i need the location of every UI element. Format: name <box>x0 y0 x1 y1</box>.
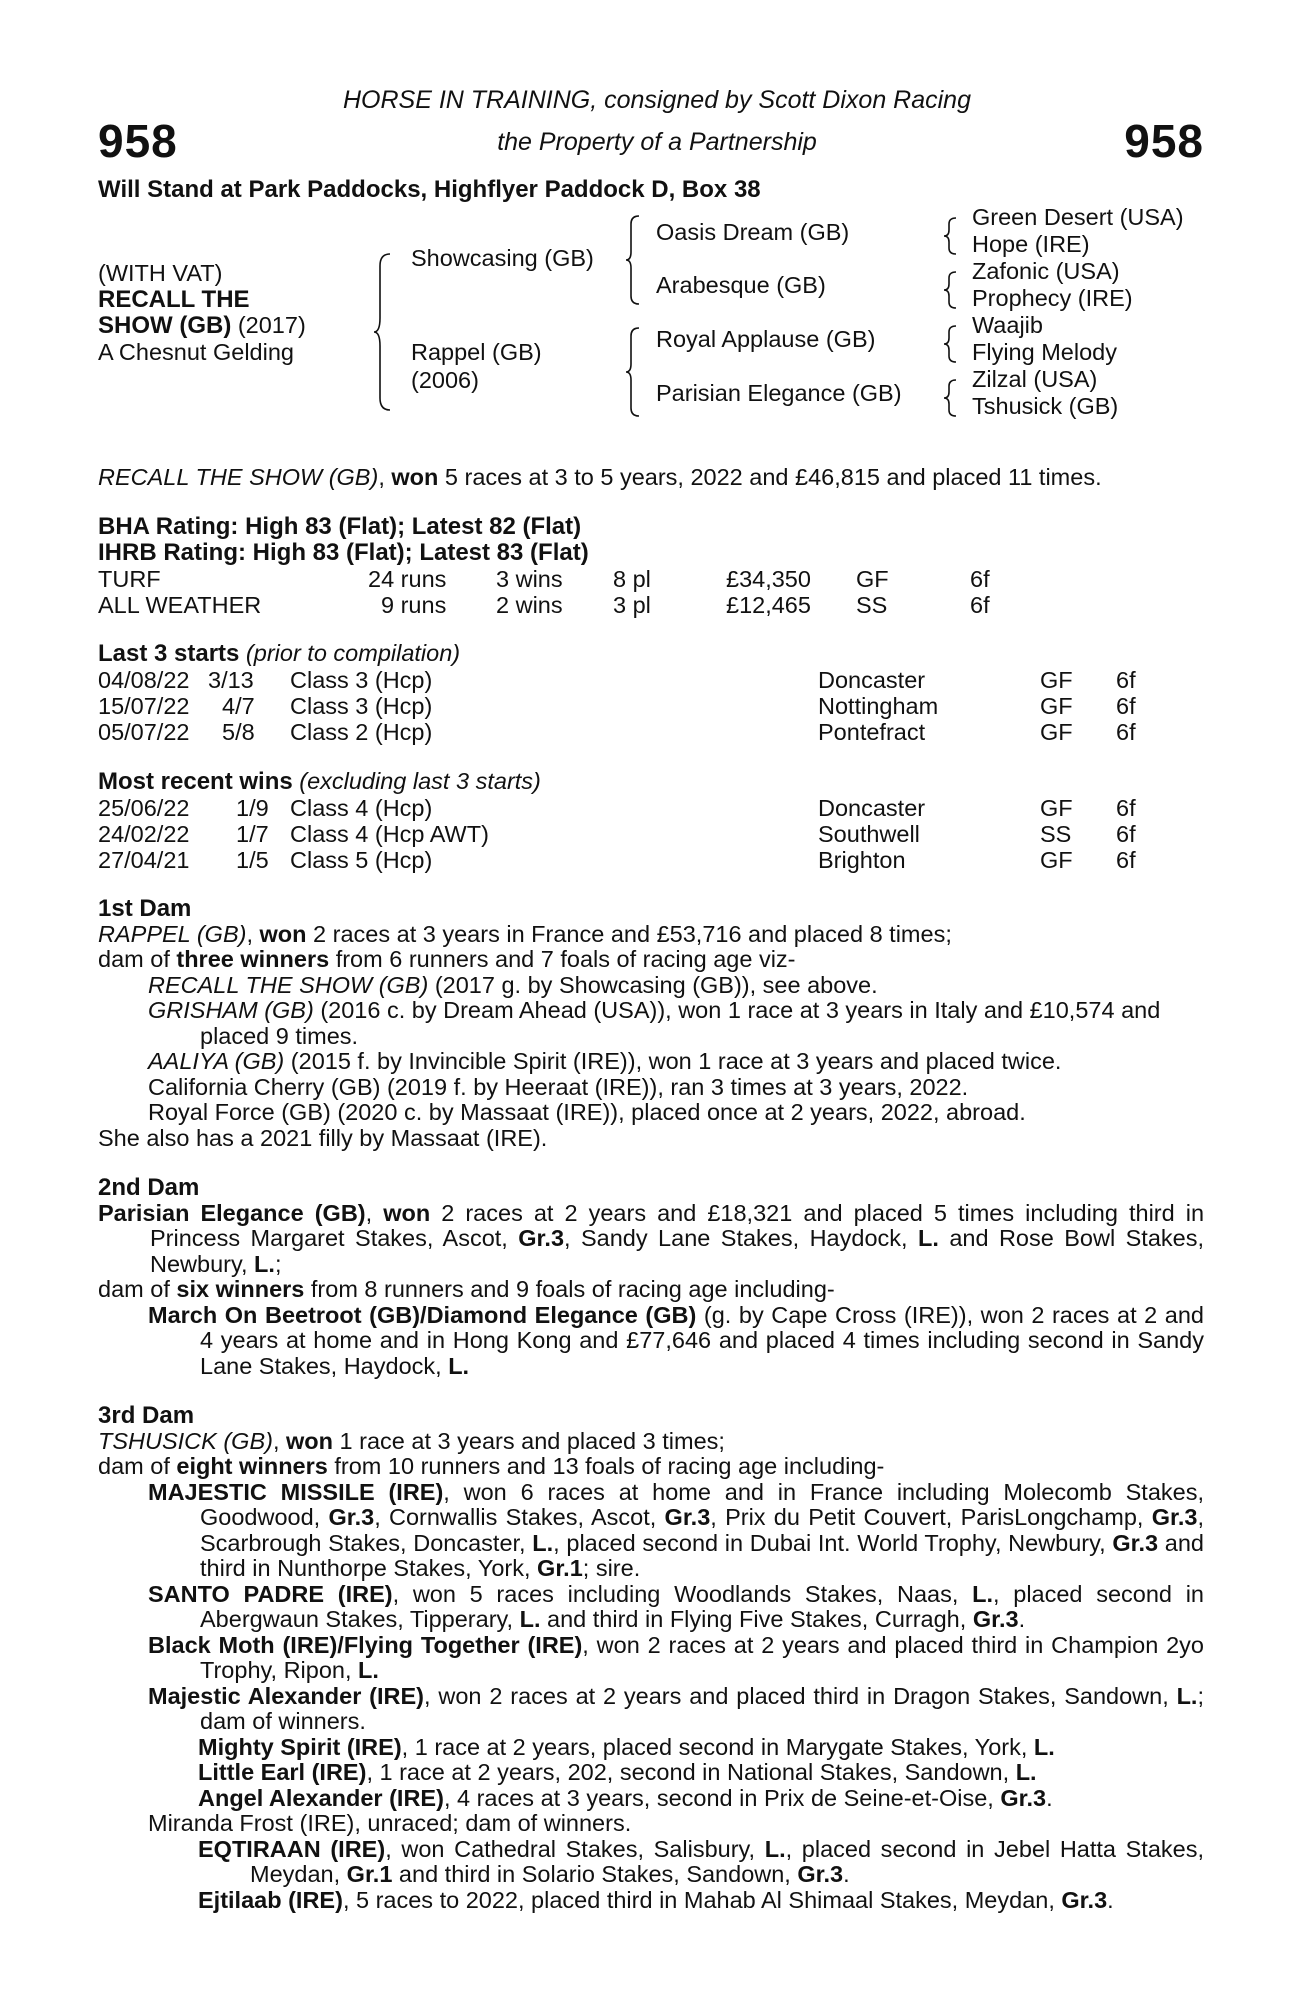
start-distance: 6f <box>1116 693 1136 719</box>
progeny-entry <box>98 1480 1204 1582</box>
summary-horse-name: RECALL THE SHOW (GB) <box>98 464 379 490</box>
text: , 1 race at 2 years, 202, second in National Stakes, Sandown, <box>366 1759 1016 1785</box>
start-distance: 6f <box>1116 667 1136 693</box>
text: from 8 runners and 9 foals of racing age including- <box>304 1276 835 1302</box>
progeny-entry <box>98 1684 1204 1735</box>
win-date: 24/02/22 <box>98 821 190 847</box>
progeny-entry: California Cherry (GB) (2019 f. by Heeraat (IRE)), ran 3 times at 3 years, 2022. <box>148 1073 969 1100</box>
first-dam-record: 2 races at 3 years in France and £53,716 and placed 8 times; <box>306 920 952 947</box>
win-date: 25/06/22 <box>98 795 190 821</box>
progeny-name: MAJESTIC MISSILE (IRE) <box>148 1478 444 1505</box>
win-distance: 6f <box>1116 847 1136 873</box>
stand-location: Will Stand at Park Paddocks, Highflyer Paddock D, Box 38 <box>98 176 761 203</box>
progeny-name: Angel Alexander (IRE) <box>198 1784 444 1811</box>
pedigree-g4: Prophecy (IRE) <box>972 285 1133 311</box>
third-dam-winners: eight winners <box>176 1453 328 1479</box>
win-class: Class 5 (Hcp) <box>290 847 433 873</box>
win-course: Brighton <box>818 847 906 873</box>
progeny-record: (2015 f. by Invincible Spirit (IRE)), won 1 race at 3 years and placed twice. <box>284 1048 1062 1074</box>
text: . <box>1107 1886 1114 1913</box>
third-dam-title: 3rd Dam <box>98 1402 195 1429</box>
text: , won 5 races including Woodlands Stakes, Naas, <box>392 1580 973 1607</box>
text: ; <box>274 1250 282 1277</box>
pedigree-dam-year: (2006) <box>411 367 479 393</box>
summary-won: won <box>391 464 439 490</box>
grade-label: Gr.1 <box>537 1555 583 1581</box>
pedigree-g6: Flying Melody <box>972 339 1117 365</box>
rating-row-allweather <box>98 592 1208 617</box>
horse-name-line1: RECALL THE <box>98 286 250 313</box>
progeny-name: AALIYA (GB) <box>148 1048 285 1074</box>
rating-places: 8 pl <box>613 566 651 592</box>
rating-surface: TURF <box>98 566 161 592</box>
recent-win-row <box>98 795 1208 820</box>
lot-number-right: 958 <box>1124 115 1204 167</box>
win-position: 1/9 <box>236 795 269 821</box>
text: , placed second in Dubai Int. World Trophy, Newbury, <box>553 1529 1113 1556</box>
text: ; sire. <box>582 1555 641 1581</box>
start-position: 4/7 <box>222 693 255 719</box>
rating-surface: ALL WEATHER <box>98 592 262 618</box>
recent-win-row <box>98 821 1208 846</box>
pedigree-brace-g2 <box>944 270 958 310</box>
listed-label: L. <box>764 1835 786 1862</box>
text: , won 6 races at home and in France including Molecomb Stakes, Goodwood, <box>200 1478 1204 1530</box>
listed-label: L. <box>358 1657 379 1683</box>
second-dam-line1: Parisian Elegance (GB), won 2 races at 2 years and £18,321 and placed 5 times including third in Princess Margaret Stakes, Ascot, Gr.3, Sandy Lane Stakes, Haydock, L. and Rose Bowl Stakes, Newbury, L.; <box>98 1199 1205 1277</box>
pedigree-g2: Hope (IRE) <box>972 231 1090 257</box>
second-dam-section <box>98 1175 1204 1379</box>
lot-number-left: 958 <box>98 115 178 167</box>
progeny-entry <box>98 998 1204 1049</box>
start-going: GF <box>1040 693 1073 719</box>
progeny-entry <box>98 973 1204 999</box>
recent-wins-title: Most recent wins <box>98 768 293 795</box>
text: , won 2 races at 2 years and placed third in Dragon Stakes, Sandown, <box>424 1682 1177 1709</box>
last3-title: Last 3 starts <box>98 640 240 667</box>
first-dam-won: won <box>259 920 307 947</box>
pedigree-dam-dam: Parisian Elegance (GB) <box>656 380 902 406</box>
text: and third in Solario Stakes, Sandown, <box>392 1861 798 1887</box>
recent-win-row <box>98 847 1208 872</box>
third-dam-won: won <box>286 1427 334 1454</box>
rating-going: GF <box>856 566 889 592</box>
pedigree-brace-main <box>374 252 394 412</box>
win-class: Class 4 (Hcp) <box>290 795 433 821</box>
separator: , <box>246 920 260 947</box>
pedigree-g8: Tshusick (GB) <box>972 393 1119 419</box>
progeny-name: Ejtilaab (IRE) <box>198 1886 343 1913</box>
first-dam-section <box>98 896 1204 1151</box>
progeny-entry <box>98 1837 1204 1888</box>
progeny-record: (g. by Cape Cross (IRE)), won 2 races at 2 and 4 years at home and in Hong Kong and £77,646 and placed 4 times including second in Sandy Lane Stakes, Haydock, <box>200 1301 1204 1379</box>
text: , won 2 races at 2 years and placed third in Champion 2yo Trophy, Ripon, <box>200 1631 1205 1683</box>
second-dam-won: won <box>383 1199 431 1226</box>
start-date: 15/07/22 <box>98 693 190 719</box>
pedigree-brace-dam <box>626 326 642 418</box>
text: , 4 races at 3 years, second in Prix de Seine-et-Oise, <box>443 1784 1001 1811</box>
text: , placed second in Jebel Hatta Stakes, Meydan, <box>250 1835 1204 1887</box>
race-summary: RECALL THE SHOW (GB), won 5 races at 3 to 5 years, 2022 and £46,815 and placed 11 times. <box>98 464 1102 490</box>
horse-year: (2017) <box>231 312 306 338</box>
grade-label: Gr.3 <box>1112 1529 1159 1556</box>
progeny-name: EQTIRAAN (IRE) <box>198 1835 386 1862</box>
text: , 5 races to 2022, placed third in Mahab Al Shimaal Stakes, Meydan, <box>342 1886 1062 1913</box>
last3-heading <box>98 641 460 667</box>
progeny-name: RECALL THE SHOW (GB) <box>148 971 429 998</box>
win-going: GF <box>1040 795 1073 821</box>
progeny-entry <box>98 1582 1204 1633</box>
text: , won Cathedral Stakes, Salisbury, <box>385 1835 765 1862</box>
progeny-name: March On Beetroot (GB)/Diamond Elegance (GB) <box>148 1301 697 1328</box>
pedigree-sire-dam: Arabesque (GB) <box>656 272 826 298</box>
text: , Sandy Lane Stakes, Haydock, <box>564 1225 918 1251</box>
pedigree-brace-sire <box>626 214 642 306</box>
pedigree-g7: Zilzal (USA) <box>972 366 1098 392</box>
listed-label: L. <box>448 1352 470 1379</box>
progeny-entry <box>98 1888 1204 1914</box>
first-dam-line2 <box>98 947 1204 973</box>
pedigree-g1: Green Desert (USA) <box>972 204 1184 230</box>
text: 2 races at 2 years and £18,321 and placed 5 times including third in Princess Margaret Stakes, Ascot, <box>150 1199 1205 1251</box>
recent-wins-note: (excluding last 3 starts) <box>292 768 541 794</box>
ihrb-rating: IHRB Rating: High 83 (Flat); Latest 83 (Flat) <box>98 539 589 566</box>
progeny-name: Little Earl (IRE) <box>198 1759 367 1785</box>
progeny-name: SANTO PADRE (IRE) <box>148 1580 393 1607</box>
win-date: 27/04/21 <box>98 847 190 873</box>
pedigree-g3: Zafonic (USA) <box>972 258 1120 284</box>
start-going: GF <box>1040 719 1073 745</box>
listed-label: L. <box>1015 1759 1037 1785</box>
grade-label: Gr.3 <box>797 1861 844 1887</box>
first-dam-line1 <box>98 922 1204 948</box>
vat-label: (WITH VAT) <box>98 260 223 286</box>
rating-row-turf <box>98 566 1208 591</box>
first-dam-winners: three winners <box>176 946 330 972</box>
rating-prize: £34,350 <box>726 566 811 592</box>
listed-label: L. <box>1176 1682 1198 1709</box>
horse-name-line2-bold: SHOW (GB) <box>98 312 232 339</box>
rating-wins: 3 wins <box>496 566 563 592</box>
start-date: 04/08/22 <box>98 667 190 693</box>
grade-label: Gr.3 <box>972 1606 1019 1632</box>
pedigree-brace-g1 <box>944 216 958 256</box>
second-dam-line2 <box>98 1277 1204 1303</box>
progeny-entry <box>98 1303 1204 1380</box>
summary-rest: 5 races at 3 to 5 years, 2022 and £46,815 and placed 11 times. <box>438 464 1102 490</box>
start-course: Nottingham <box>818 693 939 719</box>
second-dam-title: 2nd Dam <box>98 1174 200 1201</box>
text: , placed second in Abergwaun Stakes, Tipperary, <box>200 1580 1204 1632</box>
text: and Rose Bowl Stakes, Newbury, <box>150 1225 1205 1277</box>
third-dam-name: TSHUSICK (GB) <box>98 1427 273 1454</box>
property-line: the Property of a Partnership <box>497 128 817 156</box>
grade-label: Gr.3 <box>664 1504 711 1530</box>
third-dam-section <box>98 1403 1204 1913</box>
dam-of-label: dam of <box>98 1453 177 1479</box>
progeny-entry <box>98 1760 1204 1786</box>
recent-wins-heading <box>98 769 541 795</box>
dam-of-label: dam of <box>98 946 177 972</box>
start-date: 05/07/22 <box>98 719 190 745</box>
progeny-entry: Miranda Frost (IRE), unraced; dam of winners. <box>148 1810 632 1836</box>
text: . <box>843 1861 850 1887</box>
second-dam-name: Parisian Elegance (GB) <box>98 1199 366 1226</box>
rating-runs: 9 runs <box>381 592 447 618</box>
text: , 1 race at 2 years, placed second in Marygate Stakes, York, <box>401 1733 1034 1760</box>
start-course: Pontefract <box>818 719 926 745</box>
last3-row <box>98 719 1208 744</box>
listed-label: L. <box>917 1225 939 1251</box>
rating-going: SS <box>856 592 888 618</box>
rating-wins: 2 wins <box>496 592 563 618</box>
start-class: Class 2 (Hcp) <box>290 719 433 745</box>
pedigree-sire: Showcasing (GB) <box>411 245 594 271</box>
start-position: 3/13 <box>208 667 254 693</box>
text: and third in Flying Five Stakes, Curragh, <box>540 1606 973 1632</box>
horse-name-line2 <box>98 313 306 339</box>
listed-label: L. <box>1033 1733 1055 1760</box>
start-class: Class 3 (Hcp) <box>290 667 433 693</box>
first-dam-note: She also has a 2021 filly by Massaat (IRE). <box>98 1124 548 1151</box>
consignor-line: HORSE IN TRAINING, consigned by Scott Dixon Racing <box>342 86 971 114</box>
first-dam-title: 1st Dam <box>98 895 192 922</box>
win-going: GF <box>1040 847 1073 873</box>
last3-note: (prior to compilation) <box>239 640 461 666</box>
third-dam-line2 <box>98 1454 1204 1480</box>
start-position: 5/8 <box>222 719 255 745</box>
text: from 10 runners and 13 foals of racing age including- <box>327 1453 885 1479</box>
horse-description: A Chesnut Gelding <box>98 339 294 365</box>
text: . <box>1046 1784 1053 1811</box>
first-dam-name: RAPPEL (GB) <box>98 920 247 947</box>
last3-row <box>98 667 1208 692</box>
last3-row <box>98 693 1208 718</box>
start-going: GF <box>1040 667 1073 693</box>
progeny-record: (2016 c. by Dream Ahead (USA)), won 1 race at 3 years in Italy and £10,574 and placed 9 times. <box>200 997 1161 1049</box>
progeny-entry <box>98 1049 1204 1075</box>
win-distance: 6f <box>1116 821 1136 847</box>
win-position: 1/5 <box>236 847 269 873</box>
pedigree-g5: Waajib <box>972 312 1043 338</box>
listed-label: L. <box>972 1580 994 1607</box>
start-distance: 6f <box>1116 719 1136 745</box>
rating-distance: 6f <box>970 592 990 618</box>
pedigree-dam-sire: Royal Applause (GB) <box>656 326 876 352</box>
grade-label: Gr.3 <box>1151 1504 1198 1530</box>
third-dam-line1: TSHUSICK (GB), won 1 race at 3 years and placed 3 times; <box>98 1427 725 1454</box>
pedigree-sire-sire: Oasis Dream (GB) <box>656 219 850 245</box>
win-distance: 6f <box>1116 795 1136 821</box>
win-course: Southwell <box>818 821 920 847</box>
grade-label: Gr.3 <box>1000 1784 1047 1811</box>
rating-prize: £12,465 <box>726 592 811 618</box>
progeny-entry: Royal Force (GB) (2020 c. by Massaat (IRE)), placed once at 2 years, 2022, abroad. <box>148 1099 1026 1125</box>
text: , Scarbrough Stakes, Doncaster, <box>200 1504 1204 1556</box>
rating-distance: 6f <box>970 566 990 592</box>
pedigree-dam: Rappel (GB) <box>411 339 542 365</box>
third-dam-record: 1 race at 3 years and placed 3 times; <box>333 1427 725 1454</box>
text: and third in Nunthorpe Stakes, York, <box>200 1529 1204 1581</box>
pedigree-brace-g4 <box>944 378 958 418</box>
rating-runs: 24 runs <box>368 566 447 592</box>
progeny-entry <box>98 1633 1204 1684</box>
bha-rating: BHA Rating: High 83 (Flat); Latest 82 (Flat) <box>98 513 582 540</box>
progeny-record: (2017 g. by Showcasing (GB)), see above. <box>428 971 878 998</box>
grade-label: Gr.3 <box>1061 1886 1108 1913</box>
dam-of-label: dam of <box>98 1276 177 1302</box>
progeny-name: Black Moth (IRE)/Flying Together (IRE) <box>148 1631 583 1658</box>
start-course: Doncaster <box>818 667 926 693</box>
text: , Prix du Petit Couvert, ParisLongchamp, <box>710 1504 1152 1530</box>
listed-label: L. <box>254 1250 275 1277</box>
grade-label: Gr.3 <box>328 1504 375 1530</box>
second-dam-winners: six winners <box>176 1276 305 1302</box>
win-class: Class 4 (Hcp AWT) <box>290 821 489 847</box>
text: . <box>1018 1606 1026 1632</box>
grade-label: Gr.3 <box>518 1225 565 1251</box>
progeny-name: Majestic Alexander (IRE) <box>148 1682 425 1709</box>
progeny-entry <box>98 1735 1204 1761</box>
win-going: SS <box>1040 821 1072 847</box>
listed-label: L. <box>532 1529 554 1556</box>
text: , Cornwallis Stakes, Ascot, <box>374 1504 665 1530</box>
win-course: Doncaster <box>818 795 926 821</box>
progeny-entry <box>98 1786 1204 1812</box>
rating-places: 3 pl <box>613 592 651 618</box>
grade-label: Gr.1 <box>346 1861 393 1887</box>
start-class: Class 3 (Hcp) <box>290 693 433 719</box>
listed-label: L. <box>519 1606 541 1632</box>
win-position: 1/7 <box>236 821 269 847</box>
pedigree-brace-g3 <box>944 324 958 364</box>
first-dam-runners: from 6 runners and 7 foals of racing age viz- <box>329 946 796 972</box>
progeny-name: Mighty Spirit (IRE) <box>198 1733 402 1760</box>
text: ; dam of winners. <box>200 1682 1204 1734</box>
progeny-name: GRISHAM (GB) <box>148 997 314 1023</box>
